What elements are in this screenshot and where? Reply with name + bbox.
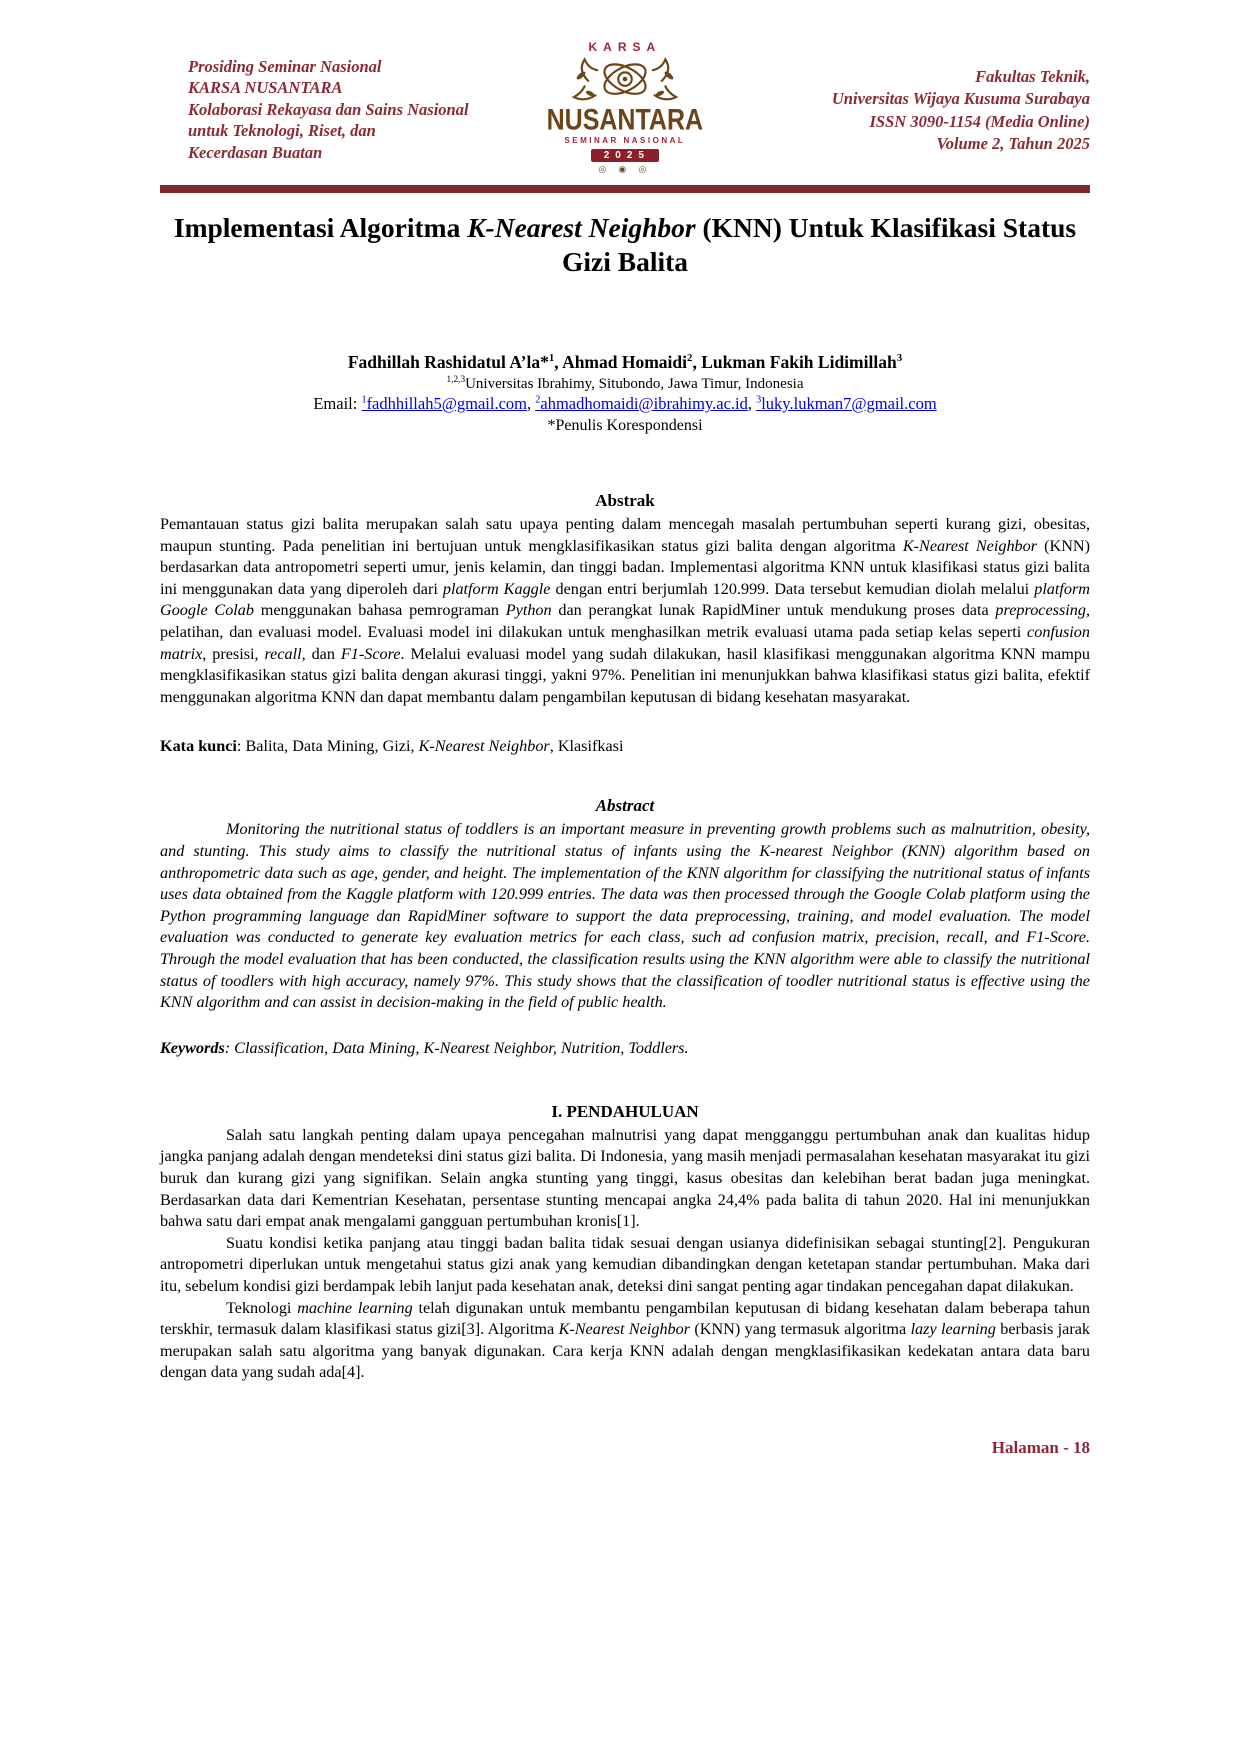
journal-header — [160, 40, 1090, 175]
email-link-3[interactable]: $^3$luky.lukman7@gmail.com — [756, 394, 937, 414]
pendahuluan-paragraph-1: Salah satu langkah penting dalam upaya pencegahan malnutrisi yang dapat mengganggu pertumbuhan anak dan kualitas hidup jangka panjang adalah dengan mendeteksi dini status gizi balita. Di Indonesia, yang masih menjadi permasalahan kesehatan masyarakat itu gizi buruk dan kurang gizi yang signifikan. Selain angka stunting yang tinggi, kasus obesitas dan kelebihan berat badan juga meningkat. Berdasarkan data dari Kementrian Kesehatan, persentase stunting mencapai angka 24,4% pada balita di tahun 2020. Hal ini menunjukkan bahwa satu dari empat anak mengalami gangguan pertumbuhan kronis[1]. — [160, 1125, 1090, 1231]
journal-info-line: ISSN 3090-1154 (Media Online) — [869, 111, 1090, 131]
proceedings-info-line: Prosiding Seminar Nasional — [188, 57, 382, 76]
paper-title: Implementasi Algoritma K-Nearest Neighbor (KNN) Untuk Klasifikasi Status Gizi Balita — [173, 212, 1077, 277]
abstrak-text: Pemantauan status gizi balita merupakan salah satu upaya penting dalam mencegah masalah pertumbuhan seperti kurang gizi, obesitas, maupun stunting. Pada penelitian ini bertujuan untuk mengklasifikasikan status gizi balita dengan algoritma K-Nearest Neighbor (KNN) berdasarkan data antropometri seperti umur, jenis kelamin, dan tinggi badan. Implementasi algoritma KNN untuk klasifikasi status gizi balita ini menggunakan data yang diperoleh dari platform Kaggle dengan entri berjumlah 120.999. Data tersebut kemudian diolah melalui platform Google Colab menggunakan bahasa pemrograman Python dan perangkat lunak RapidMiner untuk mendukung proses data preprocessing, pelatihan, dan evaluasi model. Evaluasi model ini dilakukan untuk menghasilkan metrik evaluasi utama pada setiap kelas seperti confusion matrix, presisi, recall, dan F1-Score. Melalui evaluasi model yang sudah dilakukan, hasil klasifikasi menggunakan algoritma KNN mampu mengklasifikasikan status gizi balita dengan akurasi tinggi, yakni 97%. Penelitian ini menunjukkan bahwa klasifikasi status gizi balita, efektif menggunakan algoritma KNN dan dapat membantu dalam pengambilan keputusan di bidang kesehatan masyarakat. — [160, 515, 1091, 706]
page-number: Halaman - 18 — [991, 1437, 1090, 1457]
logo-nusantara-text: NUSANTARA — [546, 103, 704, 137]
proceedings-info-line: KARSA NUSANTARA — [188, 78, 343, 98]
header-divider — [160, 185, 1090, 193]
pendahuluan-body — [160, 1125, 1090, 1384]
affiliation-line: $^{1,2,3}$Universitas Ibrahimy, Situbondo, Jawa Timur, Indonesia — [446, 375, 804, 393]
kata-kunci-line: Kata kunci: Balita, Data Mining, Gizi, K-Nearest Neighbor, Klasifkasi — [160, 737, 624, 756]
abstract-text: Monitoring the nutritional status of toddlers is an important measure in preventing growth problems such as malnutrition, obesity, and stunting. This study aims to classify the nutritional status of infants using the K-nearest Neighbor (KNN) algorithm based on anthropometric data such as age, gender, and height. The implementation of the KNN algorithm for classifying the nutritional status of infants uses data obtained from the Kaggle platform with 120.999 entries. The data was then processed through the Google Colab platform using the Python programming language dan RapidMiner software to support the data preprocessing, training, and model evaluation. The model evaluation was conducted to generate key evaluation metrics for each class, such ad confusion matrix, precision, recall, and F1-Score. Through the model evaluation that has been conducted, the classification results using the KNN algorithm were able to classify the nutritional status of toodlers with high accuracy, namely 97%. This study shows that the classification of toodler nutritional status is effective using the KNN algorithm and can assist in decision-making in the field of public health. — [160, 820, 1090, 1012]
logo-ornament-dots: ◎ ◉ ◎ — [598, 164, 652, 174]
logo-seminar-text: SEMINAR NASIONAL — [564, 136, 686, 145]
correspondence-note: *Penulis Korespondensi — [547, 417, 703, 435]
logo-emblem-icon — [550, 54, 700, 106]
karsa-nusantara-logo — [537, 40, 712, 175]
journal-info-line: Fakultas Teknik, — [975, 67, 1090, 86]
email-link-2[interactable]: $^2$ahmadhomaidi@ibrahimy.ac.id — [535, 394, 748, 414]
email-separator: , — [527, 394, 536, 414]
logo-karsa-text: KARSA — [588, 40, 662, 54]
email-label: Email: — [313, 394, 362, 414]
proceedings-info-line: Kolaborasi Rekayasa dan Sains Nasional — [188, 99, 469, 119]
pendahuluan-paragraph-2: Suatu kondisi ketika panjang atau tinggi badan balita tidak sesuai dengan usianya didefinisikan sebagai stunting[2]. Pengukuran antropometri diperlukan untuk mengetahui status gizi anak yang kemudian dibandingkan dengan ketetapan standar pertumbuhan. Maka dari itu, sebelum kondisi gizi berdampak lebih lanjut pada kesehatan anak, deteksi dini sangat penting agar tindakan pencegahan dapat dilakukan. — [160, 1233, 1090, 1295]
abstract-heading: Abstract — [595, 796, 655, 816]
keywords-line: Keywords: Classification, Data Mining, K-Nearest Neighbor, Nutrition, Toddlers. — [160, 1038, 689, 1057]
email-line — [160, 394, 1090, 414]
email-link-1[interactable]: $^1$fadhhillah5@gmail.com — [361, 394, 528, 414]
journal-info-line: Universitas Wijaya Kusuma Surabaya — [831, 89, 1090, 109]
abstrak-heading: Abstrak — [595, 491, 655, 511]
proceedings-info-line: untuk Teknologi, Riset, dan — [188, 121, 376, 141]
journal-info-line: Volume 2, Tahun 2025 — [936, 133, 1090, 153]
pendahuluan-paragraph-3: Teknologi machine learning telah digunakan untuk membantu pengambilan keputusan di bidang kesehatan dalam beberapa tahun terskhir, termasuk dalam klasifikasi status gizi[3]. Algoritma K-Nearest Neighbor (KNN) yang termasuk algoritma lazy learning berbasis jarak merupakan salah satu algoritma yang banyak digunakan. Cara kerja KNN adalah dengan mengklasifikasikan kedekatan antara data baru dengan data yang sudah ada[4]. — [160, 1298, 1090, 1382]
proceedings-info-line: Kecerdasan Buatan — [188, 142, 323, 162]
pendahuluan-heading: I. PENDAHULUAN — [551, 1101, 699, 1121]
logo-year-badge: 2025 — [591, 149, 659, 162]
proceedings-info — [160, 40, 537, 163]
email-separator: , — [747, 394, 757, 414]
authors-line: Fadhillah Rashidatul A’la*$^1$, Ahmad Homaidi$^2$, Lukman Fakih Lidimillah$^3$ — [347, 352, 903, 373]
journal-info — [712, 40, 1090, 155]
